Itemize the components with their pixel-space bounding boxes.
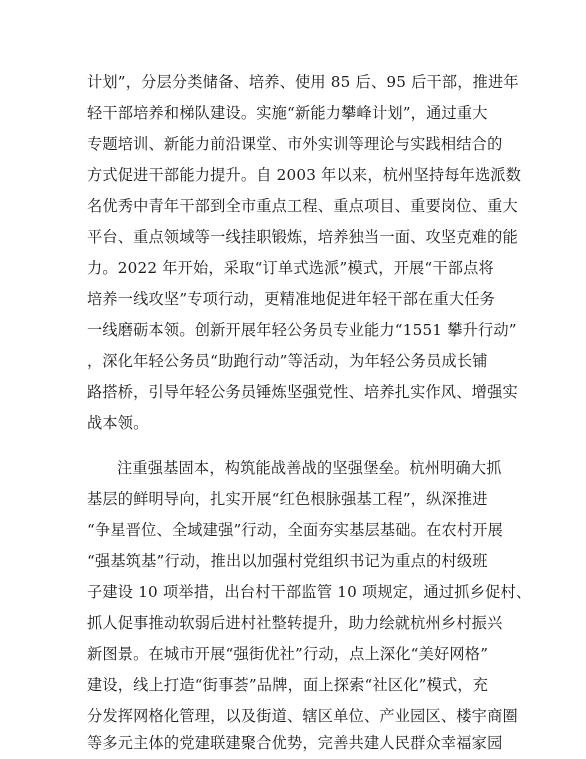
text-line: 平台、重点领域等一线挂职锻炼，培养独当一面、攻坚克难的能 [87,228,518,246]
text-line: 名优秀中青年干部到全市重点工程、重点项目、重要岗位、重大 [87,197,518,215]
text-line: 路搭桥，引导年轻公务员锤炼坚强党性、培养扎实作风、增强实 [87,383,518,401]
text-line: 抓人促事推动软弱后进村社整转提升，助力绘就杭州乡村振兴 [87,614,503,632]
text-line: 计划”，分层分类储备、培养、使用 85 后、95 后干部，推进年 [87,73,519,91]
text-line: 方式促进干部能力提升。自 2003 年以来，杭州坚持每年选派数 [87,166,522,184]
text-line: 新图景。在城市开展“强街优社”行动，点上深化“美好网格” [87,645,489,663]
text-line: ，深化年轻公务员“助跑行动”等活动，为年轻公务员成长铺 [87,352,488,370]
text-line: 专题培训、新能力前沿课堂、市外实训等理论与实践相结合的 [87,135,503,153]
text-line: 注重强基固本，构筑能战善战的坚强堡垒。杭州明确大抓 [117,459,502,477]
text-line: 等多元主体的党建联建聚合优势，完善共建人民群众幸福家园 [87,734,503,752]
text-line: 培养一线攻坚”专项行动，更精准地促进年轻干部在重大任务 [87,290,496,308]
text-line: 一线磨砺本领。创新开展年轻公务员专业能力“1551 攀升行动” [87,321,517,339]
text-line: 力。2022 年开始，采取“订单式选派”模式，开展“干部点将 [87,259,494,277]
text-line: “争星晋位、全域建强”行动，全面夯实基层基础。在农村开展 [87,521,504,539]
text-line: 基层的鲜明导向，扎实开展“红色根脉强基工程”，纵深推进 [87,490,488,508]
text-line: 分发挥网格化管理，以及街道、辖区单位、产业园区、楼宇商圈 [87,707,518,725]
text-line: 子建设 10 项举措，出台村干部监管 10 项规定，通过抓乡促村、 [87,583,532,601]
text-line: “强基筑基”行动，推出以加强村党组织书记为重点的村级班 [87,552,488,570]
text-line: 战本领。 [87,414,149,432]
text-line: 建设，线上打造“街事荟”品牌，面上探索“社区化”模式，充 [87,676,489,694]
text-line: 轻干部培养和梯队建设。实施“新能力攀峰计划”，通过重大 [87,104,488,122]
